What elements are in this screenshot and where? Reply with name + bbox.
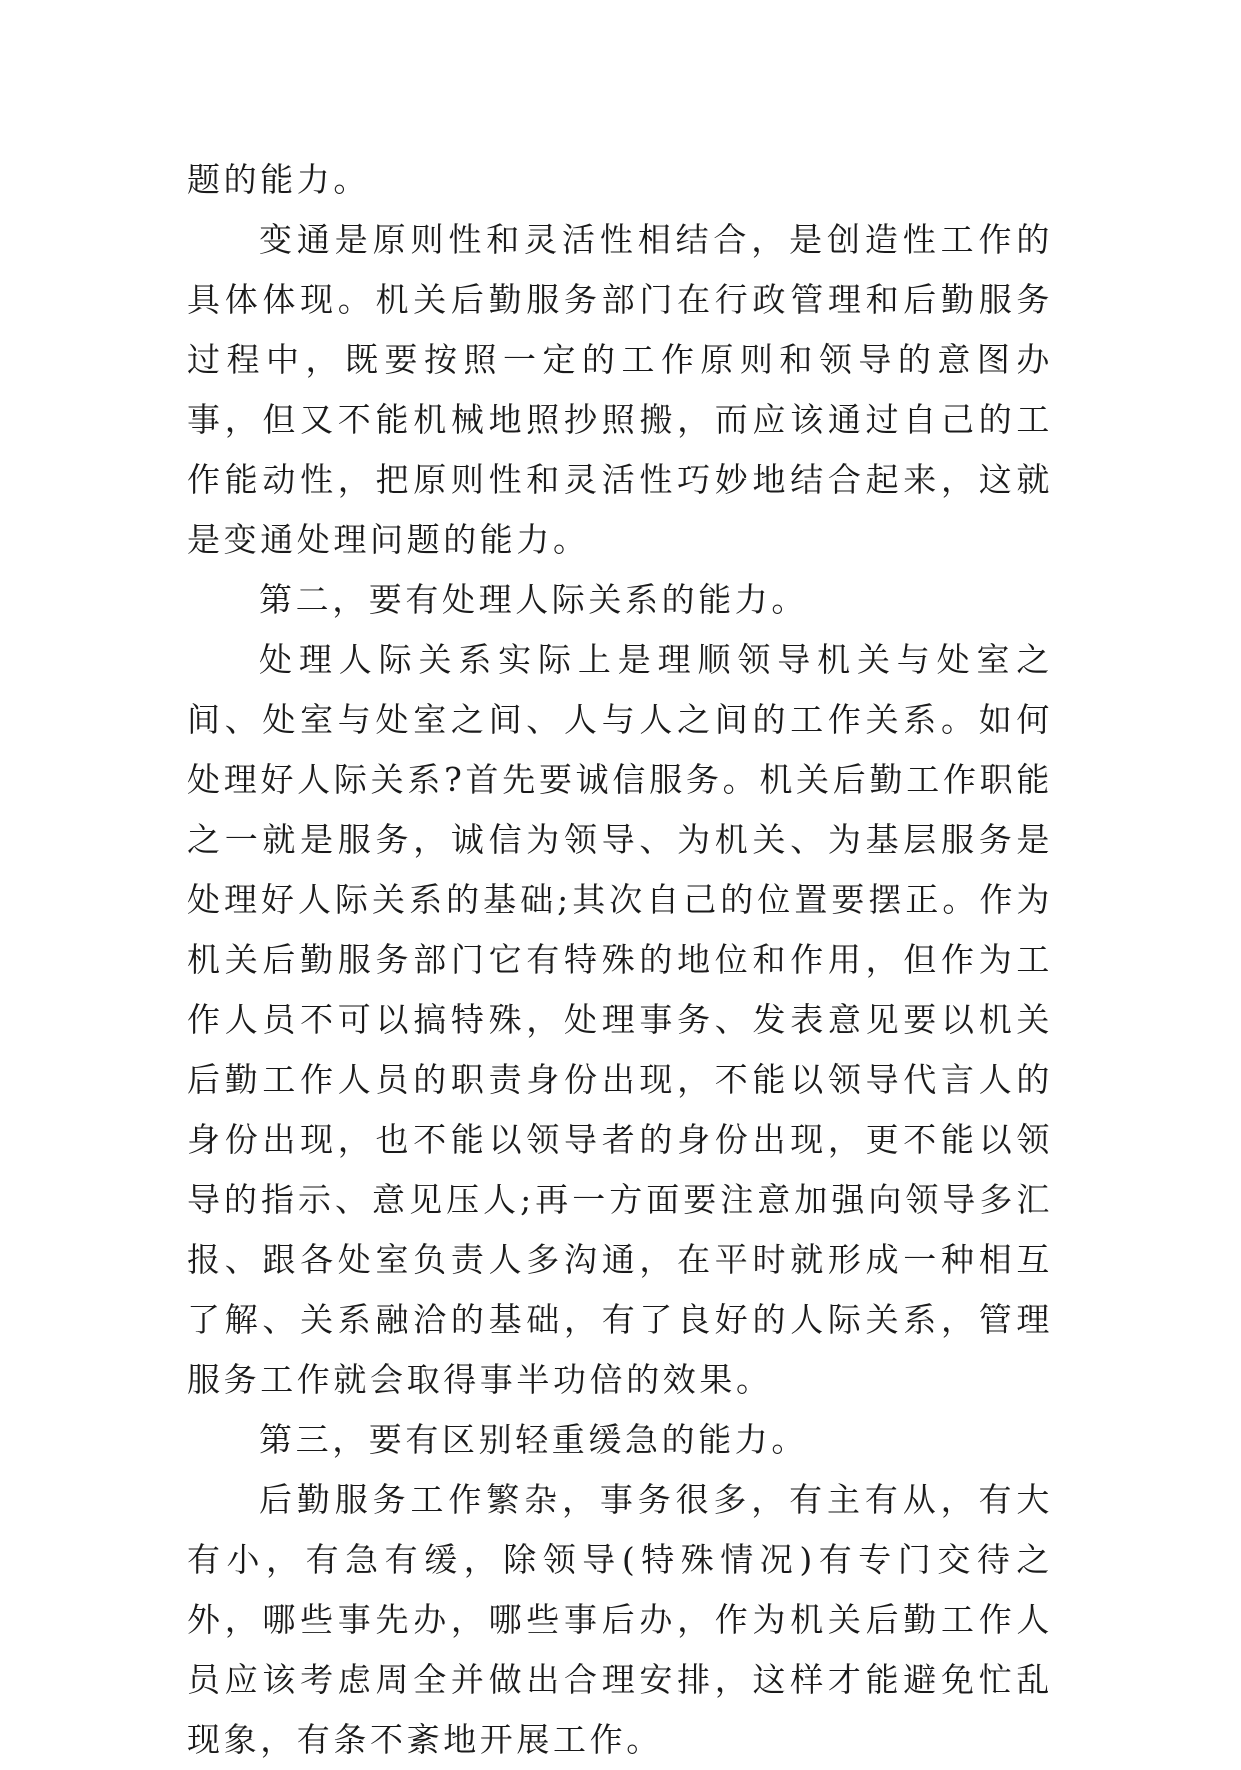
paragraph-priorities: 后勤服务工作繁杂，事务很多，有主有从，有大有小，有急有缓，除领导(特殊情况)有专门交待之外，哪些事先办，哪些事后办，作为机关后勤工作人员应该考虑周全并做出合理安排，这样才能避免忙乱现象，有条不紊地开展工作。 — [187, 1480, 1053, 1759]
paragraph-continuation: 题的能力。 — [187, 160, 370, 199]
section-heading-third: 第三，要有区别轻重缓急的能力。 — [259, 1420, 808, 1459]
paragraph-interpersonal: 处理人际关系实际上是理顺领导机关与处室之间、处室与处室之间、人与人之间的工作关系。如何处理好人际关系?首先要诚信服务。机关后勤工作职能之一就是服务，诚信为领导、为机关、为基层服务是处理好人际关系的基础;其次自己的位置要摆正。作为机关后勤服务部门它有特殊的地位和作用，但作为工作人员不可以搞特殊，处理事务、发表意见要以机关后勤工作人员的职责身份出现，不能以领导代言人的身份出现，也不能以领导者的身份出现，更不能以领导的指示、意见压人;再一方面要注意加强向领导多汇报、跟各处室负责人多沟通，在平时就形成一种相互了解、关系融洽的基础，有了良好的人际关系，管理服务工作就会取得事半功倍的效果。 — [187, 640, 1053, 1399]
paragraph-flexibility: 变通是原则性和灵活性相结合，是创造性工作的具体体现。机关后勤服务部门在行政管理和后勤服务过程中，既要按照一定的工作原则和领导的意图办事，但又不能机械地照抄照搬，而应该通过自己的工作能动性，把原则性和灵活性巧妙地结合起来，这就是变通处理问题的能力。 — [187, 220, 1053, 559]
section-heading-second: 第二，要有处理人际关系的能力。 — [259, 580, 808, 619]
document-body — [187, 150, 1053, 1770]
